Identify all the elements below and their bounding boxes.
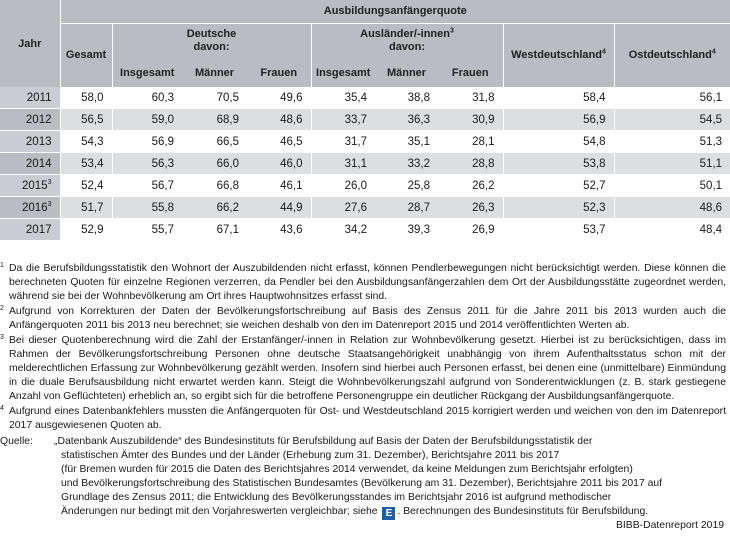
- header-ost: Ostdeutschland$^4$: [614, 23, 730, 87]
- value-cell: 26,3: [438, 197, 503, 219]
- value-cell: 38,8: [375, 87, 438, 109]
- value-cell: 31,7: [311, 131, 375, 153]
- footnote: 4 Aufgrund eines Datenbankfehlers mussten die Anfängerquoten für Ost- und Westdeutschland 2015 korrigiert werden und weichen von den im Datenreport 2017 ausgewiesenen Quoten ab.: [0, 405, 726, 431]
- value-cell: 66,8: [182, 175, 247, 197]
- value-cell: 66,2: [182, 197, 247, 219]
- header-aus-maenner: Männer: [375, 58, 438, 87]
- header-de-frauen: Frauen: [247, 58, 311, 87]
- value-cell: 52,9: [60, 219, 112, 241]
- value-cell: 60,3: [112, 87, 182, 109]
- value-cell: 56,7: [112, 175, 182, 197]
- source-line: statistischen Ämter des Bundes und der Länder (Erhebung zum 31. Dezember), Berichtsjahre 2011 bis 2017: [61, 450, 560, 461]
- year-cell: 2013: [0, 131, 60, 153]
- source: [0, 435, 726, 520]
- value-cell: 55,7: [112, 219, 182, 241]
- source-line: und Bevölkerungsfortschreibung des Statistischen Bundesamtes (Bevölkerung am 31. Dezember), Berichtsjahre 2011 bis 2017 auf: [61, 478, 663, 489]
- value-cell: 33,2: [375, 153, 438, 175]
- value-cell: 58,4: [503, 87, 614, 109]
- value-cell: 26,9: [438, 219, 503, 241]
- value-cell: 51,3: [614, 131, 730, 153]
- value-cell: 31,1: [311, 153, 375, 175]
- value-cell: 53,4: [60, 153, 112, 175]
- e-info-icon[interactable]: E: [382, 507, 395, 520]
- value-cell: 54,3: [60, 131, 112, 153]
- table-row: [0, 131, 730, 153]
- value-cell: 68,9: [182, 109, 247, 131]
- value-cell: 25,8: [375, 175, 438, 197]
- value-cell: 50,1: [614, 175, 730, 197]
- source-label: Quelle:: [0, 436, 33, 447]
- value-cell: 27,6: [311, 197, 375, 219]
- value-cell: 54,5: [614, 109, 730, 131]
- value-cell: 46,0: [247, 153, 311, 175]
- footnote: 3 Bei dieser Quotenberechnung wird die Zahl der Erstanfänger/-innen in Relation zur Wohnbevölkerung gesetzt. Hierbei ist zu berücksichtigen, dass im Rahmen der Bevölkerungsfortschreibung Personen ohne deutsche Staatsangehörigkeit unabhängig von ihrem Aufenthaltsstatus schon mit der melderechtlichen Erfassung zur Wohnbevölkerung gezählt werden. Insofern sind hierbei auch Personen erfasst, bei denen eine (unmittelbare) Einmündung in die duale Berufsausbildung nicht erwartet werden kann. Steigt die Wohnbevölkerungszahl aufgrund von Sonderentwicklungen (z. B. stark gestiegene Anzahl von Geflüchteten) erheblich an, so ergibt sich für die betroffene Personengruppe ein deutlicher Rückgang der Ausbildungsanfängerquote.: [0, 334, 726, 402]
- header-aus-insgesamt: Insgesamt: [311, 58, 375, 87]
- value-cell: 53,7: [503, 219, 614, 241]
- header-west: Westdeutschland$^4$: [503, 23, 614, 87]
- value-cell: 59,0: [112, 109, 182, 131]
- year-cell: 2016$^3$: [0, 197, 60, 219]
- year-cell: 2011: [0, 87, 60, 109]
- value-cell: 35,4: [311, 87, 375, 109]
- year-cell: 2017: [0, 219, 60, 241]
- value-cell: 48,4: [614, 219, 730, 241]
- value-cell: 26,0: [311, 175, 375, 197]
- value-cell: 39,3: [375, 219, 438, 241]
- value-cell: 56,9: [112, 131, 182, 153]
- year-cell: 2015$^3$: [0, 175, 60, 197]
- value-cell: 43,6: [247, 219, 311, 241]
- header-de-maenner: Männer: [182, 58, 247, 87]
- value-cell: 26,2: [438, 175, 503, 197]
- value-cell: 56,9: [503, 109, 614, 131]
- value-cell: 48,6: [247, 109, 311, 131]
- year-cell: 2014: [0, 153, 60, 175]
- value-cell: 49,6: [247, 87, 311, 109]
- table-row: [0, 197, 730, 219]
- value-cell: 54,8: [503, 131, 614, 153]
- value-cell: 58,0: [60, 87, 112, 109]
- header-jahr: Jahr: [0, 0, 60, 87]
- value-cell: 51,7: [60, 197, 112, 219]
- value-cell: 66,0: [182, 153, 247, 175]
- source-line: (für Bremen wurden für 2015 die Daten des Berichtsjahres 2014 verwendet, da keine Meldungen zum Berichtsjahr erfolgten): [61, 464, 633, 475]
- header-gesamt: Gesamt: [60, 23, 112, 87]
- value-cell: 44,9: [247, 197, 311, 219]
- value-cell: 36,3: [375, 109, 438, 131]
- source-line: „Datenbank Auszubildende“ des Bundesinstituts für Berufsbildung auf Basis der Daten der Berufsbildungsstatistik der: [54, 436, 593, 447]
- header-auslaender: Ausländer/-innen$^3$ davon:: [311, 23, 503, 58]
- table-row: [0, 87, 730, 109]
- header-aus-frauen: Frauen: [438, 58, 503, 87]
- header-group: Ausbildungsanfängerquote: [60, 0, 730, 23]
- value-cell: 56,1: [614, 87, 730, 109]
- value-cell: 48,6: [614, 197, 730, 219]
- value-cell: 56,3: [112, 153, 182, 175]
- value-cell: 46,1: [247, 175, 311, 197]
- source-line: Grundlage des Zensus 2011; die Entwicklung des Bevölkerungsstandes im Berichtsjahr 2016 ist aufgrund methodischer: [61, 492, 612, 503]
- header-de-insgesamt: Insgesamt: [112, 58, 182, 87]
- value-cell: 67,1: [182, 219, 247, 241]
- header-deutsche: Deutsche davon:: [112, 23, 311, 58]
- footnote: 1 Da die Berufsbildungsstatistik den Wohnort der Auszubildenden nicht erfasst, können Pendlerbewegungen nicht berücksichtigt werden. Diese können die berechneten Quoten für einzelne Regionen verzerren, da Pendler bei den Ausbildungsanfängerzahlen dem Ort der Ausbildungsstätte zugeordnet werden, während sie bei der Wohnbevölkerung am Ort ihres Hauptwohnsitzes erfasst sind.: [0, 262, 726, 302]
- value-cell: 56,5: [60, 109, 112, 131]
- value-cell: 34,2: [311, 219, 375, 241]
- table-row: [0, 175, 730, 197]
- value-cell: 52,7: [503, 175, 614, 197]
- value-cell: 46,5: [247, 131, 311, 153]
- table-row: [0, 219, 730, 241]
- footnote: 2 Aufgrund von Korrekturen der Daten der Bevölkerungsfortschreibung auf Basis des Zensus 2011 für die Jahre 2011 bis 2013 wurden auch die Anfängerquoten 2011 bis 2013 neu berechnet; sie weichen deshalb von den im Datenreport 2015 und 2014 veröffentlichten Werten ab.: [0, 305, 726, 331]
- value-cell: 28,1: [438, 131, 503, 153]
- credit: BIBB-Datenreport 2019: [615, 520, 724, 531]
- value-cell: 28,7: [375, 197, 438, 219]
- value-cell: 33,7: [311, 109, 375, 131]
- table-row: [0, 153, 730, 175]
- value-cell: 31,8: [438, 87, 503, 109]
- value-cell: 35,1: [375, 131, 438, 153]
- value-cell: 28,8: [438, 153, 503, 175]
- value-cell: 66,5: [182, 131, 247, 153]
- value-cell: 30,9: [438, 109, 503, 131]
- value-cell: 70,5: [182, 87, 247, 109]
- table-row: [0, 109, 730, 131]
- value-cell: 51,1: [614, 153, 730, 175]
- value-cell: 53,8: [503, 153, 614, 175]
- notes: [0, 262, 726, 520]
- source-line: Änderungen nur bedingt mit den Vorjahreswerten vergleichbar; siehe E . Berechnungen des Bundesinstituts für Berufsbildung.: [61, 506, 649, 519]
- year-cell: 2012: [0, 109, 60, 131]
- value-cell: 52,4: [60, 175, 112, 197]
- value-cell: 52,3: [503, 197, 614, 219]
- footnotes: [0, 262, 726, 433]
- quota-table: [0, 0, 730, 241]
- value-cell: 55,8: [112, 197, 182, 219]
